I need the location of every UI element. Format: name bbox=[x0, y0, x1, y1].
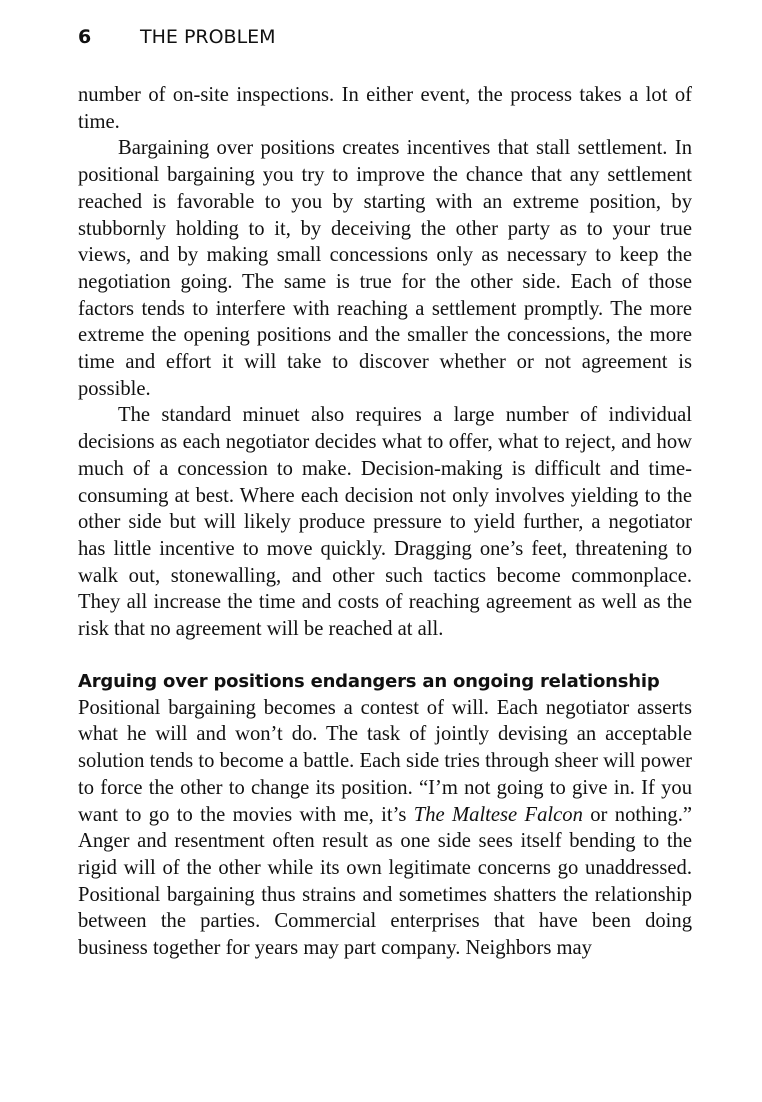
running-head-title: THE PROBLEM bbox=[140, 26, 276, 48]
book-page bbox=[78, 24, 692, 962]
section-subheading: Arguing over positions endangers an ongoing relationship bbox=[78, 670, 660, 692]
film-title: The Maltese Falcon bbox=[413, 803, 583, 826]
running-head bbox=[78, 24, 692, 50]
body-text bbox=[78, 82, 692, 962]
page-number: 6 bbox=[78, 26, 92, 48]
paragraph-4-part-2: or nothing.” Anger and resentment often result as one side sees itself bending to the rigid will of the other while its own legitimate concerns go unaddressed. Positional bargaining thus strains and sometimes shatters the relationship between the parties. Commercial enterprises that have been doing business together for years may part company. Neighbors may bbox=[78, 803, 692, 960]
paragraph-4-part-1: Positional bargaining becomes a contest of will. Each negotiator asserts what he will and won’t do. The task of jointly devising an acceptable solution tends to become a battle. Each side tries through sheer will power to force the other to change its position. “I’m not going to give in. If you want to go to the movies with me, it’s bbox=[78, 696, 692, 826]
paragraph-4 bbox=[78, 695, 692, 962]
paragraph-3: The standard minuet also requires a large number of individual decisions as each negotiator decides what to offer, what to reject, and how much of a concession to make. Decision-making is difficult and time-consuming at best. Where each decision not only involves yielding to the other side but will likely produce pressure to yield further, a negotiator has little incentive to move quickly. Dragging one’s feet, threatening to walk out, stonewalling, and other such tactics become commonplace. They all increase the time and costs of reaching agreement as well as the risk that no agreement will be reached at all. bbox=[78, 404, 692, 641]
paragraph-1: number of on-site inspections. In either event, the process takes a lot of time. bbox=[78, 84, 692, 133]
paragraph-2: Bargaining over positions creates incentives that stall settlement. In positional bargaining you try to improve the chance that any settlement reached is favorable to you by starting with an extreme position, by stubbornly holding to it, by deceiving the other party as to your true views, and by making small concessions only as necessary to keep the negotiation going. The same is true for the other side. Each of those factors tends to interfere with reaching a settlement promptly. The more extreme the opening positions and the smaller the concessions, the more time and effort it will take to discover whether or not agreement is possible. bbox=[78, 137, 692, 400]
